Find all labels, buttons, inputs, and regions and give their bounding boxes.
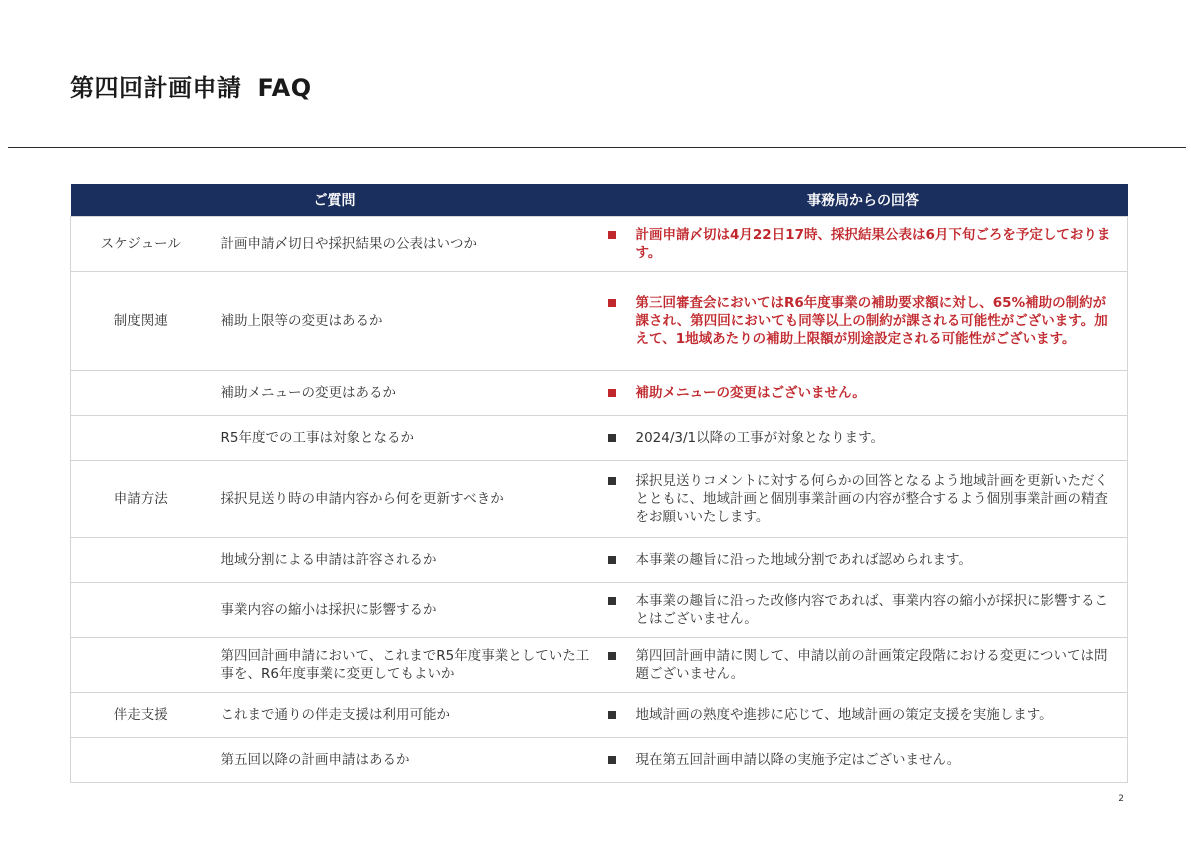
bullet-square-icon: [608, 597, 616, 605]
answer-item: [599, 429, 1116, 447]
question-cell: 補助上限等の変更はあるか: [211, 272, 599, 371]
answer-text: 地域計画の熟度や進捗に応じて、地域計画の策定支援を実施します。: [635, 707, 1053, 723]
answer-item: [599, 472, 1116, 526]
bullet-square-icon: [608, 299, 616, 307]
question-cell: 採択見送り時の申請内容から何を更新すべきか: [211, 461, 599, 538]
answer-cell: [599, 738, 1128, 783]
question-header: ご質問: [71, 184, 599, 217]
page-title-main: 第四回計画申請: [70, 74, 242, 102]
category-cell: 制度関連: [71, 272, 211, 371]
table-row: [71, 416, 1128, 461]
table-row: [71, 693, 1128, 738]
page-title-suffix: FAQ: [257, 74, 312, 102]
table-row: [71, 638, 1128, 693]
answer-text: 第四回計画申請に関して、申請以前の計画策定段階における変更については問題ございません。: [635, 648, 1108, 682]
table-row: [71, 461, 1128, 538]
faq-table-header: [71, 184, 1128, 217]
question-cell: 事業内容の縮小は採択に影響するか: [211, 583, 599, 638]
question-cell: R5年度での工事は対象となるか: [211, 416, 599, 461]
question-cell: 第四回計画申請において、これまでR5年度事業としていた工事を、R6年度事業に変更してもよいか: [211, 638, 599, 693]
answer-cell: [599, 693, 1128, 738]
category-cell: [71, 583, 211, 638]
answer-text: 補助メニューの変更はございません。: [635, 385, 866, 401]
faq-table: [70, 184, 1128, 783]
category-cell: [71, 638, 211, 693]
table-row: [71, 538, 1128, 583]
answer-item: [599, 751, 1116, 769]
answer-cell: [599, 272, 1128, 371]
answer-item: [599, 294, 1116, 348]
answer-item: [599, 226, 1116, 262]
answer-item: [599, 592, 1116, 628]
bullet-square-icon: [608, 711, 616, 719]
table-row: [71, 272, 1128, 371]
answer-item: [599, 647, 1116, 683]
page-title: [70, 68, 312, 103]
bullet-square-icon: [608, 556, 616, 564]
category-cell: [71, 738, 211, 783]
table-row: [71, 217, 1128, 272]
bullet-square-icon: [608, 231, 616, 239]
answer-item: [599, 384, 1116, 402]
category-cell: [71, 416, 211, 461]
question-cell: 計画申請〆切日や採択結果の公表はいつか: [211, 217, 599, 272]
answer-text: 本事業の趣旨に沿った地域分割であれば認められます。: [635, 552, 972, 568]
table-row: [71, 738, 1128, 783]
bullet-square-icon: [608, 389, 616, 397]
title-divider: [8, 147, 1186, 148]
page-number: 2: [1118, 794, 1124, 804]
answer-text: 計画申請〆切は4月22日17時、採択結果公表は6月下旬ごろを予定しております。: [635, 227, 1111, 261]
category-cell: [71, 538, 211, 583]
bullet-square-icon: [608, 434, 616, 442]
answer-item: [599, 706, 1116, 724]
answer-cell: [599, 217, 1128, 272]
answer-item: [599, 551, 1116, 569]
category-cell: 伴走支援: [71, 693, 211, 738]
question-cell: 補助メニューの変更はあるか: [211, 371, 599, 416]
category-cell: 申請方法: [71, 461, 211, 538]
answer-cell: [599, 461, 1128, 538]
answer-header: 事務局からの回答: [599, 184, 1128, 217]
question-cell: 地域分割による申請は許容されるか: [211, 538, 599, 583]
table-row: [71, 583, 1128, 638]
answer-text: 本事業の趣旨に沿った改修内容であれば、事業内容の縮小が採択に影響することはございません。: [635, 593, 1108, 627]
answer-cell: [599, 371, 1128, 416]
bullet-square-icon: [608, 756, 616, 764]
bullet-square-icon: [608, 652, 616, 660]
answer-text: 第三回審査会においてはR6年度事業の補助要求額に対し、65%補助の制約が課され、第四回においても同等以上の制約が課される可能性がございます。加えて、1地域あたりの補助上限額が別途設定される可能性がございます。: [635, 295, 1108, 347]
question-cell: 第五回以降の計画申請はあるか: [211, 738, 599, 783]
answer-cell: [599, 416, 1128, 461]
answer-text: 現在第五回計画申請以降の実施予定はございません。: [635, 752, 961, 768]
question-cell: これまで通りの伴走支援は利用可能か: [211, 693, 599, 738]
category-cell: [71, 371, 211, 416]
answer-text: 採択見送りコメントに対する何らかの回答となるよう地域計画を更新いただくとともに、地域計画と個別事業計画の内容が整合するよう個別事業計画の精査をお願いいたします。: [635, 473, 1108, 525]
category-cell: スケジュール: [71, 217, 211, 272]
answer-text: 2024/3/1以降の工事が対象となります。: [635, 430, 885, 446]
bullet-square-icon: [608, 477, 616, 485]
answer-cell: [599, 538, 1128, 583]
answer-cell: [599, 583, 1128, 638]
table-row: [71, 371, 1128, 416]
answer-cell: [599, 638, 1128, 693]
